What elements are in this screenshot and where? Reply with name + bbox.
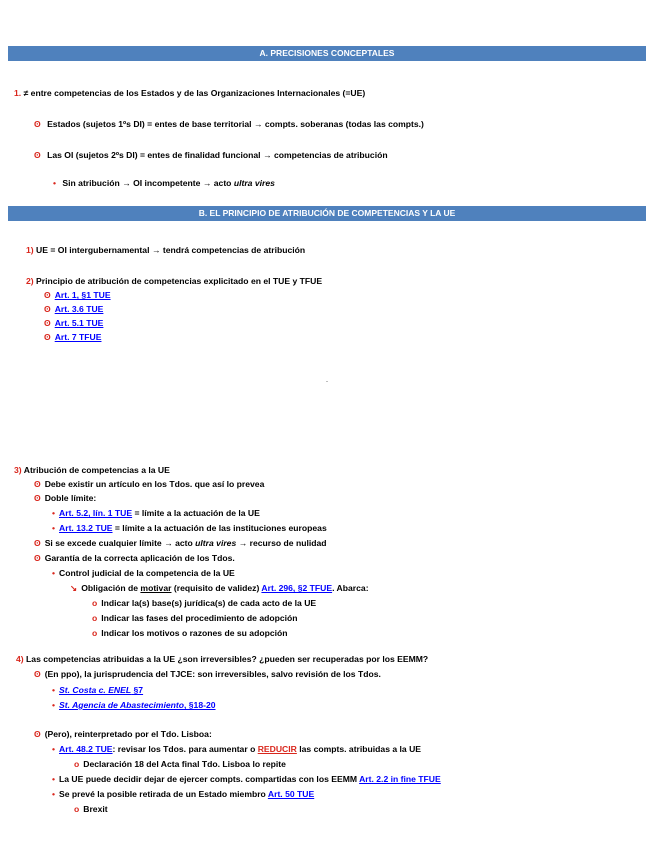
link-art-5-1-tue[interactable]: Art. 5.1 TUE	[54, 318, 104, 328]
b-4b1-reducir: REDUCIR	[257, 744, 297, 754]
b-3d-text: Garantía de la correcta aplicación de los Tdos.	[44, 553, 235, 563]
dot-bullet-icon: •	[52, 744, 56, 754]
section-b-banner: B. EL PRINCIPIO DE ATRIBUCIÓN DE COMPETENCIAS Y LA UE	[8, 206, 646, 221]
stray-mark: -	[326, 379, 328, 385]
b-number-1: 1)	[26, 245, 34, 255]
ring-bullet-icon: ʘ	[44, 318, 51, 328]
ring-bullet-icon: ʘ	[44, 304, 51, 314]
link-st-costa-enel[interactable]: St. Costa c. ENEL	[59, 685, 132, 695]
b-4b2	[52, 774, 441, 785]
link-st-agencia-abastecimiento[interactable]: St. Agencia de Abastecimiento	[59, 700, 184, 710]
b-4a2-text[interactable]: , §18-20	[183, 700, 216, 710]
b-text-3: Atribución de competencias a la UE	[23, 465, 170, 475]
b-4a1-text[interactable]: §7	[131, 685, 144, 695]
dot-bullet-icon: •	[52, 508, 56, 518]
b-4b1-text: : revisar los Tdos. para aumentar o	[112, 744, 258, 754]
b-3e2-text: Indicar las fases del procedimiento de adopción	[101, 613, 298, 623]
b-3d2	[70, 583, 369, 594]
b-4a1	[52, 685, 143, 696]
link-art-48-2-tue[interactable]: Art. 48.2 TUE	[59, 744, 113, 754]
b-4b1-text-2: las compts. atribuidas a la UE	[296, 744, 422, 754]
link-art-13-2-tue[interactable]: Art. 13.2 TUE	[59, 523, 113, 533]
b-4a-text: (En ppo), la jurisprudencia del TJCE: son irreversibles, salvo revisión de los Tdos.	[44, 669, 381, 679]
b-4b-text: (Pero), reinterpretado por el Tdo. Lisboa:	[44, 729, 212, 739]
b-3b	[34, 493, 96, 504]
b-3c-text: Si se excede cualquier límite → acto	[44, 538, 196, 548]
circle-bullet-icon: o	[92, 628, 98, 638]
section-a-banner: A. PRECISIONES CONCEPTALES	[8, 46, 646, 61]
b-link-row-4	[44, 332, 101, 343]
circle-bullet-icon: o	[74, 759, 80, 769]
a-text-1: ≠ entre competencias de los Estados y de las Organizaciones Internacionales (=UE)	[23, 88, 366, 98]
b-4a2	[52, 700, 216, 711]
link-art-5-2-tue[interactable]: Art. 5.2, lín. 1 TUE	[59, 508, 133, 518]
b-3a-text: Debe existir un artículo en los Tdos. que así lo prevea	[44, 479, 265, 489]
b-3d2-text: Obligación de	[81, 583, 141, 593]
b-4b2-text: La UE puede decidir dejar de ejercer compts. compartidas con los EEMM	[59, 774, 360, 784]
a-number-1: 1.	[14, 88, 22, 98]
ring-bullet-icon: ʘ	[34, 538, 41, 548]
ring-bullet-icon: ʘ	[34, 119, 41, 129]
b-3e3-text: Indicar los motivos o razones de su adopción	[101, 628, 288, 638]
dot-bullet-icon: •	[52, 700, 56, 710]
circle-bullet-icon: o	[74, 804, 80, 814]
a-text-4-italic: ultra vires	[233, 178, 275, 188]
link-art-3-6-tue[interactable]: Art. 3.6 TUE	[54, 304, 104, 314]
b-3a	[34, 479, 264, 490]
b-3e3	[92, 628, 287, 639]
b-point-1	[26, 245, 305, 256]
b-point-3	[14, 465, 170, 476]
a-point-4	[53, 178, 275, 189]
ring-bullet-icon: ʘ	[34, 493, 41, 503]
ring-bullet-icon: ʘ	[44, 332, 51, 342]
a-point-1	[14, 88, 365, 99]
dot-bullet-icon: •	[52, 523, 56, 533]
ring-bullet-icon: ʘ	[34, 479, 41, 489]
b-text-2: Principio de atribución de competencias explicitado en el TUE y TFUE	[36, 276, 323, 286]
b-3d	[34, 553, 235, 564]
b-link-row-3	[44, 318, 103, 329]
dot-bullet-icon: •	[53, 178, 57, 188]
b-point-4	[16, 654, 428, 665]
link-art-7-tfue[interactable]: Art. 7 TFUE	[54, 332, 102, 342]
b-4a	[34, 669, 381, 680]
dot-bullet-icon: •	[52, 774, 56, 784]
b-3d2-text-3: . Abarca:	[332, 583, 369, 593]
dot-bullet-icon: •	[52, 568, 56, 578]
link-art-2-2-tfue[interactable]: Art. 2.2 in fine TFUE	[359, 774, 441, 784]
arrow-down-right-icon: ↘	[70, 583, 78, 593]
b-4b3-text: Se prevé la posible retirada de un Estado miembro	[59, 789, 268, 799]
b-4b3a	[74, 804, 108, 815]
b-number-2: 2)	[26, 276, 34, 286]
b-3e1	[92, 598, 316, 609]
b-4b3a-text: Brexit	[83, 804, 108, 814]
circle-bullet-icon: o	[92, 613, 98, 623]
b-3b1	[52, 508, 260, 519]
link-art-296-tfue[interactable]: Art. 296, §2 TFUE	[261, 583, 333, 593]
ring-bullet-icon: ʘ	[44, 290, 51, 300]
b-3c-text-2: → recurso de nulidad	[236, 538, 327, 548]
b-text-1: UE = OI intergubernamental → tendrá competencias de atribución	[36, 245, 306, 255]
b-point-2	[26, 276, 322, 287]
b-number-4: 4)	[16, 654, 24, 664]
b-3d1	[52, 568, 235, 579]
b-4b	[34, 729, 212, 740]
b-text-4: Las competencias atribuidas a la UE ¿son irreversibles? ¿pueden ser recuperadas por los EEMM?	[26, 654, 429, 664]
b-number-3: 3)	[14, 465, 22, 475]
b-4b1a-text: Declaración 18 del Acta final Tdo. Lisboa lo repite	[83, 759, 286, 769]
dot-bullet-icon: •	[52, 789, 56, 799]
b-3e1-text: Indicar la(s) base(s) jurídica(s) de cada acto de la UE	[101, 598, 317, 608]
a-text-3: Las OI (sujetos 2ºs DI) = entes de finalidad funcional → competencias de atribución	[47, 150, 388, 160]
a-point-2	[34, 119, 424, 130]
b-link-row-2	[44, 304, 103, 315]
circle-bullet-icon: o	[92, 598, 98, 608]
b-3b1-text: = límite a la actuación de la UE	[132, 508, 260, 518]
dot-bullet-icon: •	[52, 685, 56, 695]
b-3c-italic: ultra vires	[195, 538, 237, 548]
ring-bullet-icon: ʘ	[34, 669, 41, 679]
link-art-1-tue[interactable]: Art. 1, §1 TUE	[54, 290, 111, 300]
b-3c	[34, 538, 327, 549]
a-point-3	[34, 150, 388, 161]
b-3d1-text: Control judicial de la competencia de la UE	[59, 568, 235, 578]
b-3e2	[92, 613, 298, 624]
b-3b2	[52, 523, 327, 534]
b-3d2-text-2: (requisito de validez)	[171, 583, 262, 593]
ring-bullet-icon: ʘ	[34, 729, 41, 739]
b-3b2-text: = límite a la actuación de las instituciones europeas	[112, 523, 327, 533]
b-4b1	[52, 744, 421, 755]
b-3b-text: Doble límite:	[44, 493, 97, 503]
a-text-2: Estados (sujetos 1ºs DI) = entes de base territorial → compts. soberanas (todas las compts.)	[47, 119, 424, 129]
b-link-row-1	[44, 290, 111, 301]
ring-bullet-icon: ʘ	[34, 553, 41, 563]
b-4b1a	[74, 759, 286, 770]
b-3d2-underline: motivar	[140, 583, 172, 593]
a-text-4: Sin atribución → OI incompetente → acto	[62, 178, 234, 188]
link-art-50-tue[interactable]: Art. 50 TUE	[267, 789, 315, 799]
ring-bullet-icon: ʘ	[34, 150, 41, 160]
b-4b3	[52, 789, 314, 800]
